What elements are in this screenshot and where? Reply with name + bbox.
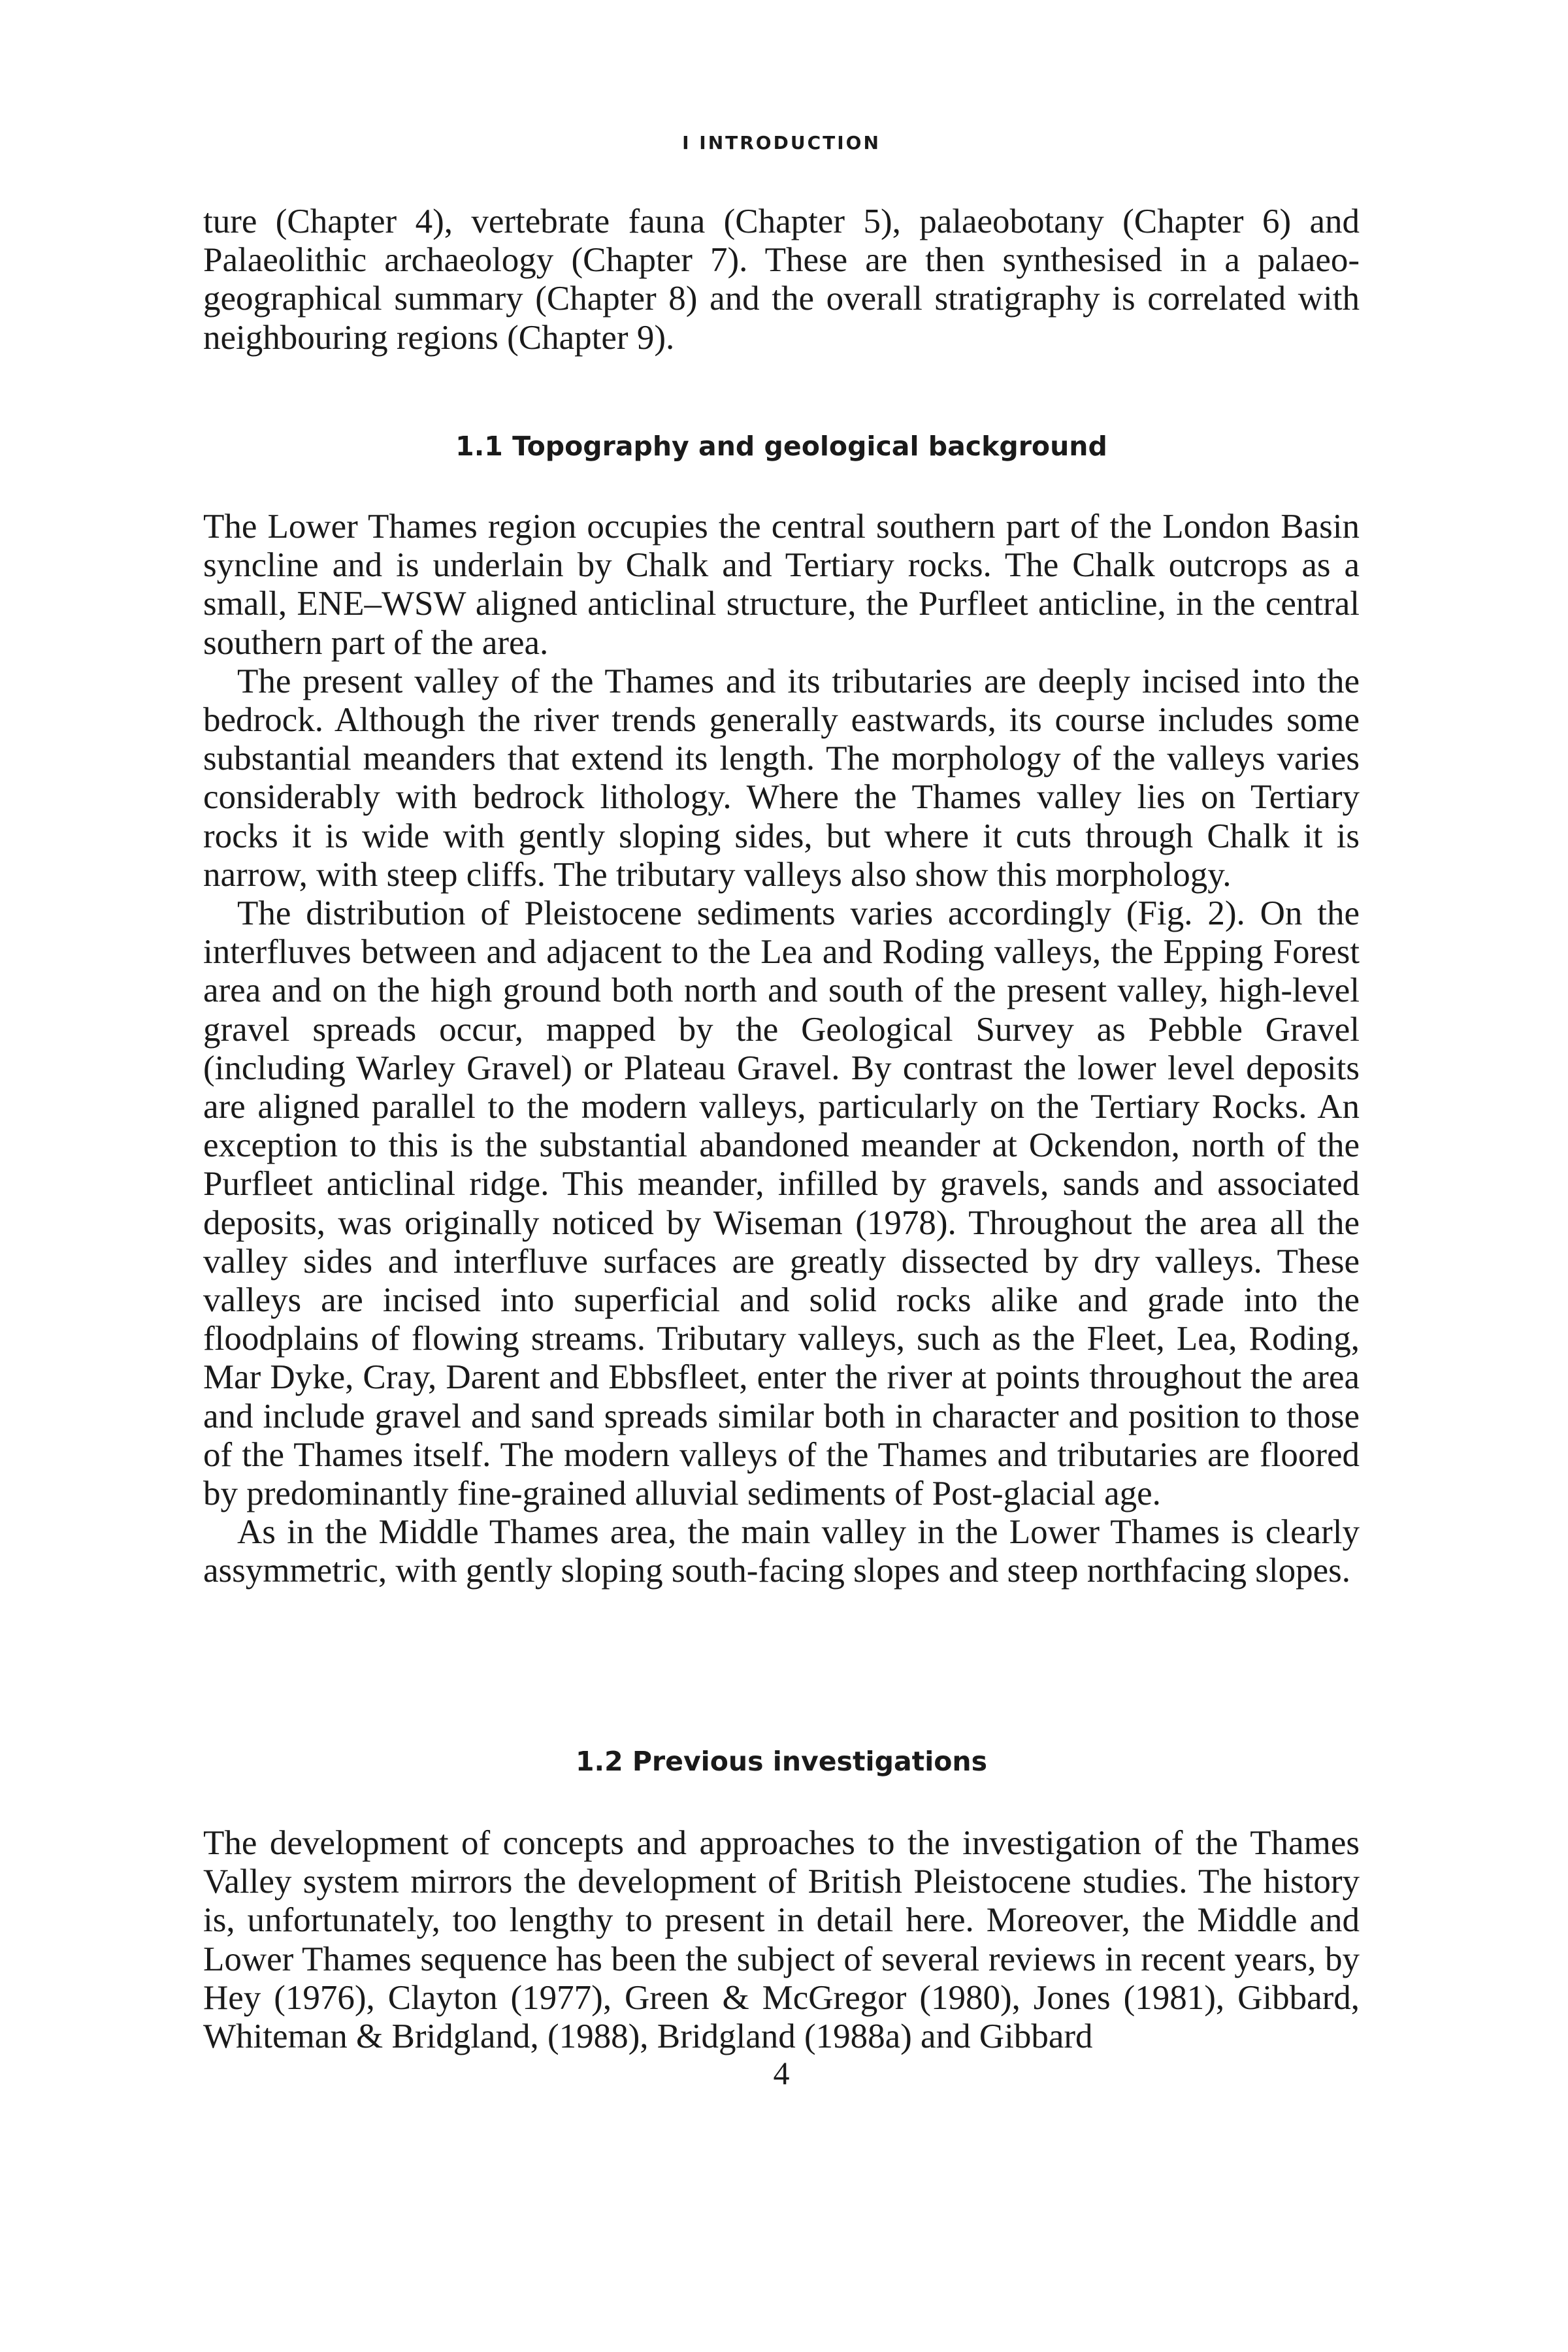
section-1-2-body xyxy=(203,1824,1360,2056)
running-head: I INTRODUCTION xyxy=(682,132,881,154)
page-number: 4 xyxy=(773,2055,790,2091)
paragraph: The development of concepts and approaches to the investigation of the Thames Valley system mirrors the development of British Pleistocene studies. The history is, unfortunately, too lengthy to present in detail here. Moreover, the Middle and Lower Thames sequence has been the subject of several reviews in recent years, by Hey (1976), Clayton (1977), Green & McGregor (1980), Jones (1981), Gibbard, Whiteman & Bridgland, (1988), Bridgland (1988a) and Gibbard xyxy=(203,1824,1360,2056)
intro-block xyxy=(203,203,1360,357)
paragraph: The Lower Thames region occupies the central southern part of the London Basin syncline and is underlain by Chalk and Tertiary rocks. The Chalk outcrops as a small, ENE–WSW aligned anticlinal structure, the Purfleet anticline, in the central southern part of the area. xyxy=(203,508,1360,662)
section-1-1-body xyxy=(203,508,1360,1591)
book-page xyxy=(203,0,1360,2352)
paragraph: ture (Chapter 4), vertebrate fauna (Chapter 5), palaeobotany (Chapter 6) and Palaeolithic archaeology (Chapter 7). These are then synthesised in a palaeogeographical summary (Chapter 8) and the overall stratigraphy is correlated with neighbouring regions (Chapter 9). xyxy=(203,203,1360,357)
paragraph: As in the Middle Thames area, the main valley in the Lower Thames is clearly assymmetric, with gently sloping south-facing slopes and steep northfacing slopes. xyxy=(203,1513,1360,1590)
section-heading: 1.2 Previous investigations xyxy=(575,1746,988,1777)
section-heading: 1.1 Topography and geological background xyxy=(455,431,1107,462)
paragraph: The present valley of the Thames and its tributaries are deeply incised into the bedrock. Although the river trends generally eastwards, its course includes some substantial meanders that extend its length. The morphology of the valleys varies considerably with bedrock lithology. Where the Thames valley lies on Tertiary rocks it is wide with gently sloping sides, but where it cuts through Chalk it is narrow, with steep cliffs. The tributary valleys also show this morphology. xyxy=(203,662,1360,894)
paragraph: The distribution of Pleistocene sediments varies accordingly (Fig. 2). On the interfluves between and adjacent to the Lea and Roding valleys, the Epping Forest area and on the high ground both north and south of the present valley, high-level gravel spreads occur, mapped by the Geological Survey as Pebble Gravel (including Warley Gravel) or Plateau Gravel. By contrast the lower level deposits are aligned parallel to the modern valleys, particularly on the Tertiary Rocks. An exception to this is the substantial abandoned meander at Ockendon, north of the Purfleet anticlinal ridge. This meander, infilled by gravels, sands and associated deposits, was originally noticed by Wiseman (1978). Throughout the area all the valley sides and interfluve surfaces are greatly dissected by dry valleys. These valleys are incised into superficial and solid rocks alike and grade into the floodplains of flowing streams. Tributary valleys, such as the Fleet, Lea, Roding, Mar Dyke, Cray, Darent and Ebbsfleet, enter the river at points throughout the area and include gravel and sand spreads similar both in character and position to those of the Thames itself. The modern valleys of the Thames and tributaries are floored by predominantly fine-grained alluvial sediments of Post-glacial age. xyxy=(203,894,1360,1513)
